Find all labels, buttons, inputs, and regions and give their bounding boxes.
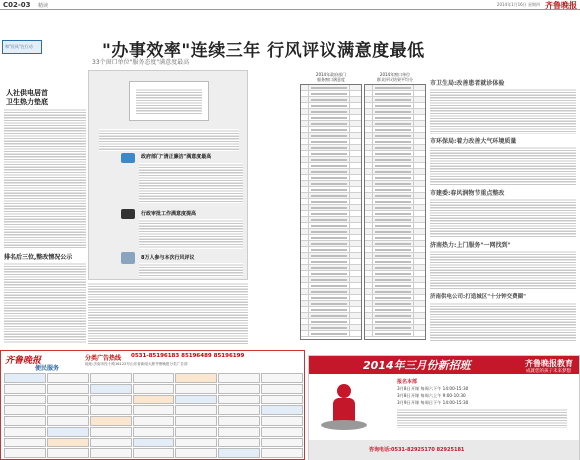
ad-cell <box>175 405 217 415</box>
ad-cell <box>4 416 46 426</box>
ad-cell <box>175 416 217 426</box>
ad-cell <box>4 405 46 415</box>
ad-address: 地址:济南市经十路16122号山东省新闻大厦齐鲁晚报分类广告部 <box>85 362 188 366</box>
ad-cell <box>133 395 175 405</box>
table2-header: 2014年窗口单位 群众评议结果平均分 <box>377 72 413 82</box>
ad-grid <box>4 373 303 458</box>
section-number: C02-03 <box>3 1 31 9</box>
ad-cell <box>47 384 89 394</box>
ad-cell <box>261 384 303 394</box>
ad-cell <box>90 405 132 415</box>
ad-cell <box>47 416 89 426</box>
ad-cell <box>90 384 132 394</box>
ad-cell <box>218 427 260 437</box>
ad-cell <box>133 448 175 458</box>
ballot-lines <box>136 88 202 114</box>
ad-cell <box>261 438 303 448</box>
masthead-logo: 齐鲁晚报 <box>545 0 577 10</box>
ad-cell <box>261 395 303 405</box>
ad-cell <box>47 438 89 448</box>
banner-slogan: 成就您的孩子未来梦想 <box>526 369 571 374</box>
banner-title: 2014年三月份新招班 <box>363 359 471 372</box>
ad-logo-sub: 便民服务 <box>35 365 60 372</box>
ad-cell <box>47 448 89 458</box>
right-body-5 <box>430 302 576 342</box>
ad-cell <box>218 405 260 415</box>
banner-body <box>397 408 567 428</box>
banner-footer <box>309 440 579 460</box>
box-body-2 <box>139 219 243 249</box>
right-headline-4: 济南热力:上门服务"一网找到" <box>430 242 511 249</box>
subheadline: 33个窗口单位"服务态度"满意度最高 <box>92 59 190 66</box>
ballot-paper <box>129 81 209 121</box>
banner-item-head: 报名本部 <box>397 379 418 385</box>
kicker-text: 和"民风"在行动 <box>5 44 33 49</box>
ad-cell <box>90 395 132 405</box>
box-headline-1: 政府部门"清正廉洁"满意度最高 <box>141 154 212 160</box>
ad-cell <box>218 438 260 448</box>
left-headline-3: 排名后三位,整改情况公示 <box>4 254 73 261</box>
intro-text <box>99 129 239 151</box>
ad-cell <box>133 427 175 437</box>
ad-cell <box>47 395 89 405</box>
ad-cell <box>133 373 175 383</box>
ad-logo-block <box>1 351 81 373</box>
ad-cell <box>218 395 260 405</box>
page-header <box>0 0 580 10</box>
banner-phone: 咨询电话:0531-82925170 82925181 <box>369 447 465 453</box>
ballot-box-illustration <box>88 70 248 280</box>
ad-cell <box>175 384 217 394</box>
ad-cell <box>261 405 303 415</box>
banner-logo: 齐鲁晚报教育 <box>525 359 573 368</box>
right-headline-3: 市建委:春风润物节重点整改 <box>430 190 505 197</box>
ad-cell <box>175 427 217 437</box>
ad-cell <box>218 416 260 426</box>
left-headline-1: 人社供电居首 <box>6 89 48 97</box>
education-banner <box>308 355 580 460</box>
right-headline-2: 市环保局:着力改善大气环境质量 <box>430 138 517 145</box>
ad-cell <box>218 384 260 394</box>
ad-phone-label: 分类广告热线 <box>85 355 122 362</box>
banner-item-1: 3月8日开课 每周六下午 14:00-15:30 <box>397 386 469 391</box>
ad-cell <box>175 373 217 383</box>
ad-cell <box>175 438 217 448</box>
ad-cell <box>133 438 175 448</box>
ad-cell <box>90 448 132 458</box>
banner-item-2: 3月8日开课 每周六上午 9:00-10:30 <box>397 393 466 398</box>
ad-cell <box>133 384 175 394</box>
ad-cell <box>133 416 175 426</box>
ad-cell <box>133 405 175 415</box>
monitor-icon <box>121 153 135 163</box>
classified-ads <box>0 350 305 460</box>
right-body-2 <box>430 146 576 186</box>
ad-cell <box>4 373 46 383</box>
headline: "办事效率"连续三年 行风评议满意度最低 <box>102 41 425 61</box>
ad-cell <box>4 438 46 448</box>
right-body-3 <box>430 198 576 238</box>
box-body-1 <box>139 163 243 203</box>
ad-cell <box>90 416 132 426</box>
ad-cell <box>47 405 89 415</box>
right-body-1 <box>430 88 576 134</box>
ad-cell <box>90 427 132 437</box>
telephone-icon <box>121 209 135 219</box>
ad-cell <box>4 395 46 405</box>
ranking-table-1 <box>300 84 362 340</box>
banner-item-3: 3月9日开课 每周日下午 14:00-15:30 <box>397 400 469 405</box>
table-row <box>301 331 361 337</box>
ad-cell <box>261 427 303 437</box>
box-body-3 <box>139 263 243 277</box>
right-headline-1: 市卫生局:改善患者就诊体验 <box>430 80 505 87</box>
ad-cell <box>261 416 303 426</box>
people-icon <box>121 252 135 264</box>
section-tag: 精读 <box>38 3 49 9</box>
ad-cell <box>261 448 303 458</box>
right-headline-5: 济南供电公司:打造城区"十分钟交费圈" <box>430 294 526 300</box>
box-headline-3: 8万人参与本次行风评议 <box>141 255 195 261</box>
ad-cell <box>261 373 303 383</box>
table1-header: 2014年政府部门 服务窗口满意度 <box>315 72 347 82</box>
ad-logo: 齐鲁晚报 <box>5 356 42 366</box>
ad-cell <box>175 448 217 458</box>
ad-cell <box>90 373 132 383</box>
ad-cell <box>4 384 46 394</box>
ad-cell <box>90 438 132 448</box>
ad-cell <box>4 427 46 437</box>
ad-cell <box>4 448 46 458</box>
issue-date: 2014年1月16日 星期四 <box>496 2 540 7</box>
ad-cell <box>47 373 89 383</box>
ad-cell <box>218 373 260 383</box>
ranking-table-2 <box>364 84 426 340</box>
ad-cell <box>47 427 89 437</box>
ad-phones: 0531-85196183 85196489 85196199 <box>131 353 245 359</box>
left-body-text <box>4 108 86 248</box>
right-body-4 <box>430 250 576 290</box>
table-row <box>365 331 425 337</box>
left-headline-2: 卫生热力垫底 <box>6 98 48 106</box>
kicker-badge <box>2 40 42 54</box>
ad-cell <box>218 448 260 458</box>
left-body-text-2 <box>4 262 86 344</box>
chess-piece-image <box>319 380 369 436</box>
main-body-text <box>88 282 248 344</box>
box-headline-2: 行政审批工作满意度提高 <box>141 211 197 217</box>
ad-cell <box>175 395 217 405</box>
